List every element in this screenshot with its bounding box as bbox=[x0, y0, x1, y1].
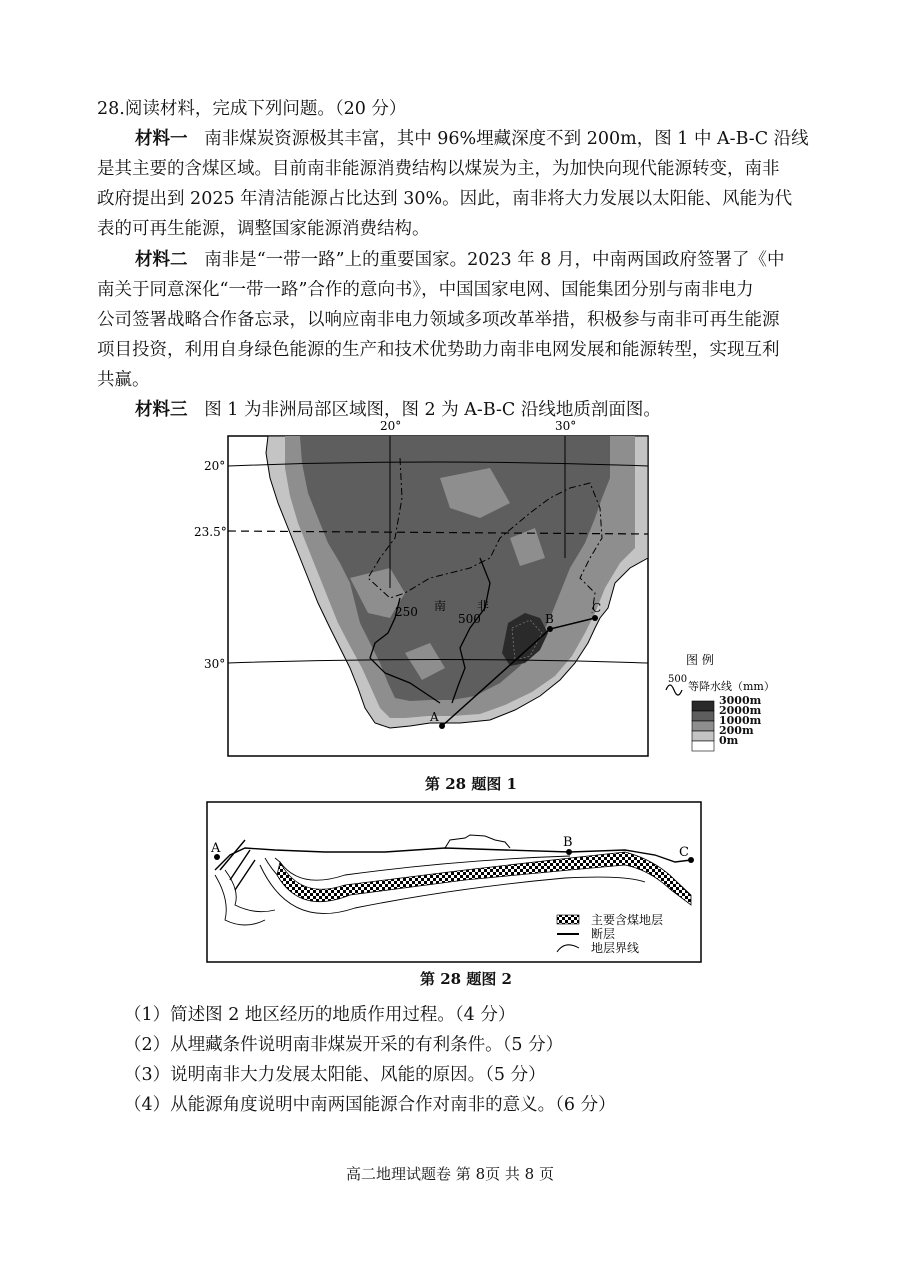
elev-3000: 3000m bbox=[719, 694, 762, 707]
isohyet-label-250: 250 bbox=[395, 605, 418, 619]
elev-1000: 1000m bbox=[719, 714, 762, 727]
material2-line4: 项目投资，利用自身绿色能源的生产和技术优势助力南非电网发展和能源转型，实现互利 bbox=[97, 340, 780, 360]
legend-boundary: 地层界线 bbox=[591, 941, 640, 955]
material1-line4: 表的可再生能源，调整国家能源消费结构。 bbox=[97, 219, 430, 239]
material2-line3: 公司签署战略合作备忘录，以响应南非电力领域多项改革举措，积极参与南非可再生能源 bbox=[97, 310, 780, 330]
figure2-section bbox=[205, 800, 705, 965]
page-footer: 高二地理试题卷 第 8页 共 8 页 bbox=[346, 1165, 554, 1183]
question-heading: 28.阅读材料，完成下列问题。（20 分） bbox=[97, 99, 407, 119]
elevation-legend bbox=[692, 701, 714, 751]
isohyet-legend-icon bbox=[666, 685, 682, 695]
subquestion-4: （4）从能源角度说明中南两国能源合作对南非的意义。（6 分） bbox=[124, 1095, 616, 1115]
subquestion-2: （2）从埋藏条件说明南非煤炭开采的有利条件。（5 分） bbox=[124, 1035, 564, 1055]
material2-line2: 南关于同意深化“一带一路”合作的意向书》，中国国家电网、国能集团分别与南非电力 bbox=[97, 280, 754, 300]
material3-line: 材料三 图 1 为非洲局部区域图，图 2 为 A-B-C 沿线地质剖面图。 bbox=[135, 400, 661, 420]
subquestion-3: （3）说明南非大力发展太阳能、风能的原因。（5 分） bbox=[124, 1065, 546, 1085]
subquestion-1: （1）简述图 2 地区经历的地质作用过程。（4 分） bbox=[124, 1005, 516, 1025]
point-b-label: B bbox=[545, 612, 554, 626]
section-label-a: A bbox=[211, 841, 221, 856]
lat-label-23-5: 23.5° bbox=[194, 525, 227, 539]
elev-200: 200m bbox=[719, 724, 754, 737]
material1-line1: 材料一 南非煤炭资源极其丰富，其中 96%埋藏深度不到 200m，图 1 中 A-B-C 沿线 bbox=[135, 129, 809, 149]
section-label-b: B bbox=[563, 835, 573, 850]
isohyet-label-500: 500 bbox=[458, 612, 481, 626]
legend-isohyet-value: 500 bbox=[668, 674, 688, 685]
legend-fault: 断层 bbox=[591, 927, 616, 941]
point-a-label: A bbox=[430, 710, 439, 724]
legend-coal: 主要含煤地层 bbox=[591, 913, 664, 927]
lat-label-30: 30° bbox=[204, 657, 226, 671]
elev-2000: 2000m bbox=[719, 704, 762, 717]
coal-legend-swatch bbox=[557, 915, 579, 924]
point-a-marker bbox=[439, 723, 445, 729]
legend-title: 图 例 bbox=[686, 653, 714, 667]
section-label-c: C bbox=[679, 845, 689, 860]
point-c-label: C bbox=[592, 601, 602, 615]
figure2-caption: 第 28 题图 2 bbox=[420, 970, 512, 988]
material3-label: 材料三 bbox=[135, 400, 188, 420]
lon-label-30: 30° bbox=[555, 419, 577, 433]
material2-line5: 共赢。 bbox=[97, 370, 150, 390]
lat-label-20: 20° bbox=[204, 459, 226, 473]
material2-label: 材料二 bbox=[135, 250, 188, 270]
material1-line3: 政府提出到 2025 年清洁能源占比达到 30%。因此，南非将大力发展以太阳能、风能为代 bbox=[97, 189, 793, 209]
figure1-caption: 第 28 题图 1 bbox=[425, 775, 517, 793]
material1-label: 材料一 bbox=[135, 129, 188, 149]
country-label-nan: 南 bbox=[434, 599, 447, 613]
point-c-marker bbox=[592, 615, 598, 621]
material1-line2: 是其主要的含煤区域。目前南非能源消费结构以煤炭为主，为加快向现代能源转变，南非 bbox=[97, 159, 780, 179]
point-b-marker bbox=[547, 626, 553, 632]
lon-label-20: 20° bbox=[380, 419, 402, 433]
material2-line1: 材料二 南非是“一带一路”上的重要国家。2023 年 8 月，中南两国政府签署了《中 bbox=[135, 250, 785, 270]
elevation-labels bbox=[719, 696, 761, 746]
legend-isohyet-text: 等降水线（mm） bbox=[688, 680, 775, 693]
country-label-fei: 非 bbox=[477, 599, 490, 613]
elev-0: 0m bbox=[719, 734, 739, 747]
